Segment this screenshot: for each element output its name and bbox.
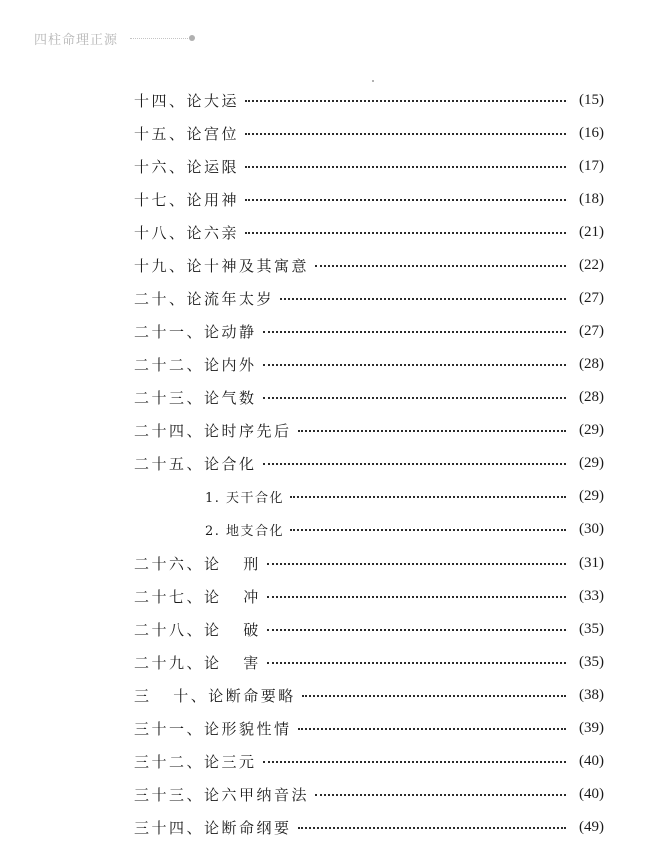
toc-entry[interactable] bbox=[134, 651, 604, 673]
toc-entry-title: 二十、论流年太岁 bbox=[134, 289, 275, 308]
toc-entry-title: 二十四、论时序先后 bbox=[134, 421, 292, 440]
dot-leader bbox=[245, 199, 566, 201]
toc-entry-title: 十八、论六亲 bbox=[134, 223, 240, 242]
dot-leader bbox=[263, 761, 566, 763]
dot-leader bbox=[298, 430, 566, 432]
toc-entry[interactable] bbox=[134, 386, 604, 408]
toc-page-number: (21) bbox=[579, 223, 604, 240]
dot-leader bbox=[280, 298, 566, 300]
toc-entry[interactable] bbox=[205, 518, 604, 540]
toc-page-number: (29) bbox=[579, 487, 604, 504]
toc-page-number: (49) bbox=[579, 818, 604, 835]
toc-entry[interactable] bbox=[134, 750, 604, 772]
dot-leader bbox=[263, 331, 566, 333]
toc-page-number: (17) bbox=[579, 157, 604, 174]
toc-page-number: (15) bbox=[579, 91, 604, 108]
toc-entry[interactable] bbox=[134, 254, 604, 276]
dot-leader bbox=[267, 662, 566, 664]
toc-entry[interactable] bbox=[134, 585, 604, 607]
toc-page-number: (16) bbox=[579, 124, 604, 141]
toc-entry-title: 十七、论用神 bbox=[134, 190, 240, 209]
toc-entry-title: 十四、论大运 bbox=[134, 91, 240, 110]
toc-page-number: (40) bbox=[579, 752, 604, 769]
toc-entry-title: 二十一、论动静 bbox=[134, 322, 257, 341]
book-title: 四柱命理正源 bbox=[34, 32, 119, 48]
toc-entry[interactable] bbox=[134, 419, 604, 441]
toc-entry[interactable] bbox=[134, 221, 604, 243]
toc-entry-title: 十六、论运限 bbox=[134, 157, 240, 176]
toc-page-number: (18) bbox=[579, 190, 604, 207]
toc-entry-title: 三十二、论三元 bbox=[134, 752, 257, 771]
toc-page-number: (39) bbox=[579, 719, 604, 736]
toc-entry[interactable] bbox=[134, 353, 604, 375]
toc-entry[interactable] bbox=[134, 717, 604, 739]
toc-entry[interactable] bbox=[134, 783, 604, 805]
toc-entry-title: 二十二、论内外 bbox=[134, 355, 257, 374]
toc-entry[interactable] bbox=[134, 816, 604, 838]
toc-page-number: (31) bbox=[579, 554, 604, 571]
dot-leader bbox=[315, 265, 566, 267]
toc-entry-title: 三十一、论形貌性情 bbox=[134, 719, 292, 738]
toc-page-number: (27) bbox=[579, 289, 604, 306]
toc-page-number: (40) bbox=[579, 785, 604, 802]
toc-entry-title: 二十七、论 冲 bbox=[134, 587, 261, 606]
dot-leader bbox=[245, 133, 566, 135]
toc-page-number: (35) bbox=[579, 653, 604, 670]
toc-page-number: (33) bbox=[579, 587, 604, 604]
dot-leader bbox=[298, 728, 566, 730]
dot-leader bbox=[302, 695, 566, 697]
toc-entry-title: 十五、论宫位 bbox=[134, 124, 240, 143]
dot-leader bbox=[267, 596, 566, 598]
toc-page-number: (28) bbox=[579, 388, 604, 405]
toc-entry-title: 二十三、论气数 bbox=[134, 388, 257, 407]
toc-entry-title: 二十九、论 害 bbox=[134, 653, 261, 672]
dot-leader bbox=[245, 100, 566, 102]
toc-entry[interactable] bbox=[134, 320, 604, 342]
toc-page-number: (30) bbox=[579, 520, 604, 537]
dot-leader bbox=[263, 397, 566, 399]
toc-entry[interactable] bbox=[134, 287, 604, 309]
toc-entry[interactable] bbox=[134, 122, 604, 144]
toc-page-number: (27) bbox=[579, 322, 604, 339]
toc-entry-title: 二十八、论 破 bbox=[134, 620, 261, 639]
toc-entry[interactable] bbox=[134, 684, 604, 706]
dot-leader bbox=[298, 827, 566, 829]
toc-page-number: (22) bbox=[579, 256, 604, 273]
toc-entry[interactable] bbox=[134, 452, 604, 474]
toc-entry[interactable] bbox=[134, 552, 604, 574]
dot-leader bbox=[263, 364, 566, 366]
toc-entry[interactable] bbox=[134, 618, 604, 640]
toc-entry[interactable] bbox=[134, 188, 604, 210]
toc-page-number: (29) bbox=[579, 454, 604, 471]
dot-leader bbox=[245, 166, 566, 168]
dot-leader bbox=[315, 794, 566, 796]
toc-page-number: (35) bbox=[579, 620, 604, 637]
toc-entry[interactable] bbox=[134, 155, 604, 177]
toc-page-number: (28) bbox=[579, 355, 604, 372]
toc-entry-title: 三十三、论六甲纳音法 bbox=[134, 785, 310, 804]
dot-leader bbox=[267, 563, 566, 565]
toc-entry-title: 二十六、论 刑 bbox=[134, 554, 261, 573]
toc-entry-title: 十九、论十神及其寓意 bbox=[134, 256, 310, 275]
dot-leader bbox=[290, 529, 566, 531]
dot-leader bbox=[263, 463, 566, 465]
dot-leader bbox=[267, 629, 566, 631]
toc-entry-title: 三十四、论断命纲要 bbox=[134, 818, 292, 837]
toc-entry-title: 1. 天干合化 bbox=[205, 490, 285, 506]
toc-entry-title: 2. 地支合化 bbox=[205, 523, 285, 539]
dot-leader bbox=[290, 496, 566, 498]
toc-page-number: (38) bbox=[579, 686, 604, 703]
toc-entry-title: 三 十、论断命要略 bbox=[134, 686, 296, 705]
toc-page-number: (29) bbox=[579, 421, 604, 438]
toc-entry-title: 二十五、论合化 bbox=[134, 454, 257, 473]
toc-entry[interactable] bbox=[134, 89, 604, 111]
toc-entry[interactable] bbox=[205, 485, 604, 507]
dot-leader bbox=[245, 232, 566, 234]
